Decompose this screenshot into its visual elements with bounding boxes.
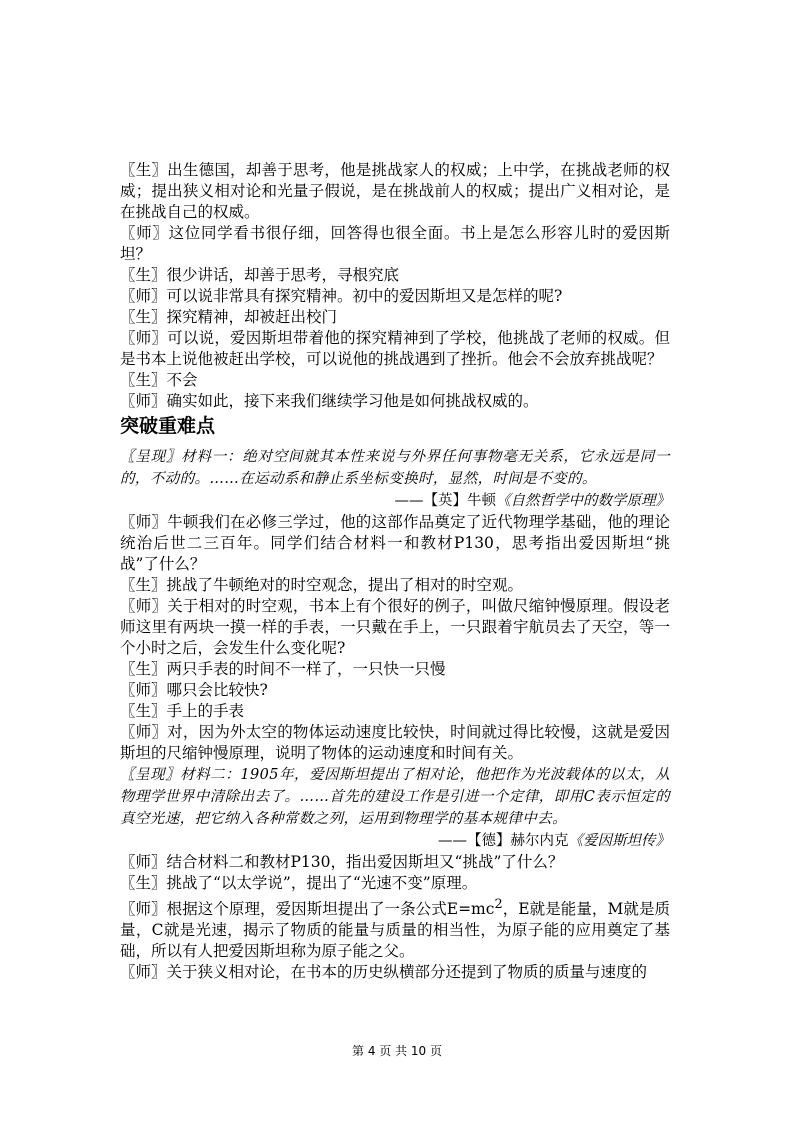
dialogue-block-mid — [120, 512, 670, 764]
dialogue-block-top — [120, 160, 670, 412]
quote-source-author: ——【英】牛顿 — [394, 493, 496, 509]
quote-source-author: ——【德】赫尔内克 — [438, 833, 569, 849]
formula-text-before: 〖师〗根据这个原理，爱因斯坦提出了一条公式E=mc — [120, 900, 495, 919]
dialogue-line: 〖师〗哪只会比较快? — [120, 681, 268, 699]
formula-text-after: ，E就是能量，M就是质量，C就是光速，揭示了物质的能量与质量的相当性，为原子能的应用奠定了基础，所以有人把爱因斯坦称为原子能之父。 — [120, 900, 670, 961]
dialogue-line: 〖师〗这位同学看书很仔细，回答得也很全面。书上是怎么形容儿时的爱因斯坦？ — [120, 224, 670, 263]
formula-superscript: 2 — [494, 897, 503, 912]
formula-paragraph — [120, 894, 670, 962]
dialogue-line: 〖师〗对，因为外太空的物体运动速度比较快，时间就过得比较慢，这就是爱因斯坦的尺缩钟慢原理，说明了物体的运动速度和时间有关。 — [120, 723, 670, 762]
dialogue-line: 〖师〗可以说，爱因斯坦带着他的探究精神到了学校，他挑战了老师的权威。但是书本上说他被赶出学校，可以说他的挑战遇到了挫折。他会不会放弃挑战呢？ — [120, 329, 670, 368]
dialogue-line: 〖师〗关于狭义相对论，在书本的历史纵横部分还提到了物质的质量与速度的 — [120, 963, 648, 982]
dialogue-line: 〖生〗不会 — [120, 371, 198, 389]
section-heading: 突破重难点 — [120, 415, 216, 437]
quote-source — [120, 490, 670, 512]
dialogue-line: 〖师〗牛顿我们在必修三学过，他的这部作品奠定了近代物理学基础，他的理论统治后世二三百年。同学们结合材料一和教材P130，思考指出爱因斯坦“挑战”了什么？ — [120, 513, 670, 573]
page-footer: 第 4 页 共 10 页 — [352, 1044, 442, 1058]
material-quote-2 — [120, 764, 670, 852]
dialogue-line: 〖生〗挑战了“以太学说”，提出了“光速不变”原理。 — [120, 874, 478, 892]
dialogue-line: 〖师〗确实如此，接下来我们继续学习他是如何挑战权威的。 — [120, 392, 539, 410]
dialogue-line: 〖师〗结合材料二和教材P130，指出爱因斯坦又“挑战”了什么？ — [120, 853, 564, 871]
page-content — [120, 160, 670, 983]
quote-source-title: 《自然哲学中的数学原理》 — [496, 493, 670, 509]
dialogue-line: 〖师〗可以说非常具有探究精神。初中的爱因斯坦又是怎样的呢? — [120, 287, 563, 305]
dialogue-line: 〖生〗两只手表的时间不一样了，一只快一只慢 — [120, 660, 446, 678]
dialogue-line: 〖生〗出生德国，却善于思考，他是挑战家人的权威；上中学，在挑战老师的权威；提出狭义相对论和光量子假说，是在挑战前人的权威；提出广义相对论，是在挑战自己的权威。 — [120, 161, 670, 221]
dialogue-line: 〖生〗探究精神，却被赶出校门 — [120, 308, 338, 326]
dialogue-line: 〖生〗很少讲话，却善于思考，寻根究底 — [120, 266, 400, 284]
dialogue-line: 〖生〗手上的手表 — [120, 702, 245, 720]
quote-text: 〖呈现〗材料一：绝对空间就其本性来说与外界任何事物毫无关系，它永远是同一的，不动的。……在运动系和静止系坐标变换时，显然，时间是不变的。 — [120, 449, 670, 487]
dialogue-line: 〖师〗关于相对的时空观，书本上有个很好的例子，叫做尺缩钟慢原理。假设老师这里有两块一摸一样的手表，一只戴在手上，一只跟着宇航员去了天空，等一个小时之后，会发生什么变化呢? — [120, 597, 670, 657]
dialogue-block-bottom — [120, 852, 670, 983]
material-quote-1 — [120, 446, 670, 512]
quote-source — [120, 830, 670, 852]
quote-source-title: 《爱因斯坦传》 — [568, 833, 670, 849]
dialogue-line: 〖生〗挑战了牛顿绝对的时空观念，提出了相对的时空观。 — [120, 576, 524, 594]
quote-text: 〖呈现〗材料二：1905年，爱因斯坦提出了相对论，他把作为光波载体的以太，从物理学世界中清除出去了。……首先的建设工作是引进一个定律，即用C表示恒定的真空光速，把它纳入各种常数之列，运用到物理学的基本规律中去。 — [120, 767, 670, 827]
